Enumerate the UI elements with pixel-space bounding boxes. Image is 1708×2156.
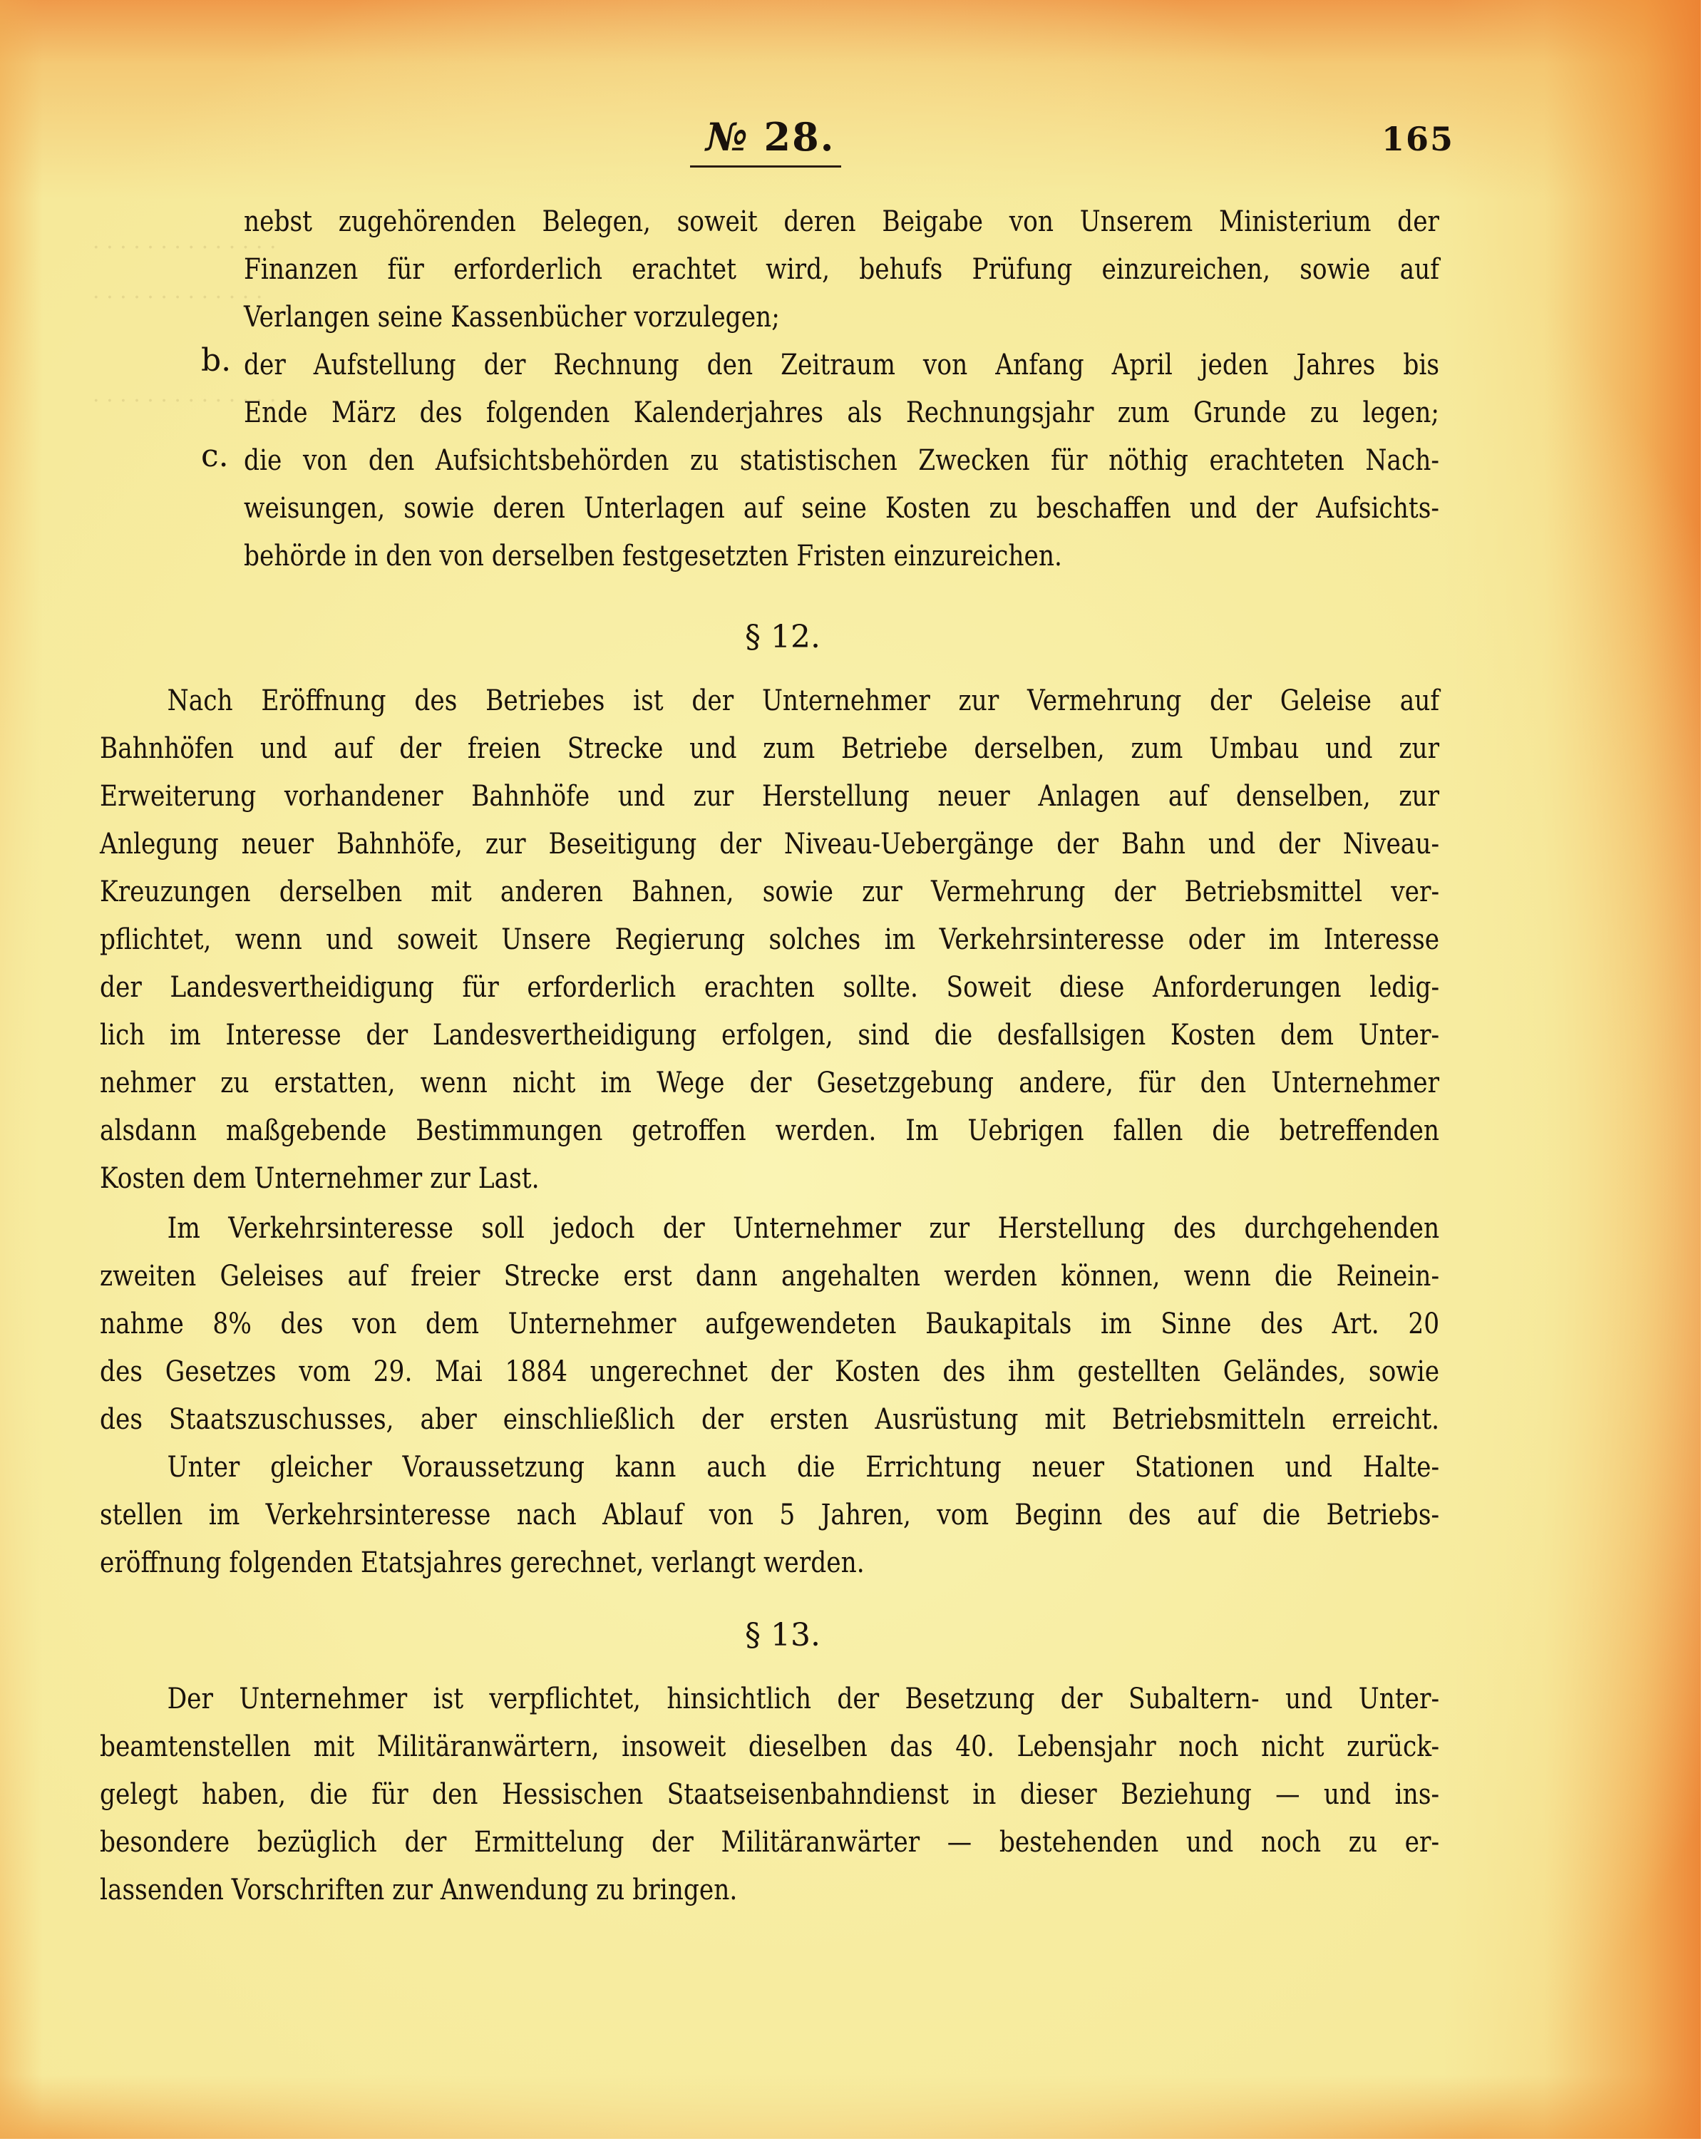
text-line: zweiten Geleises auf freier Strecke erst dann angehalten werden können, wenn die Reinein- — [100, 1260, 1440, 1293]
section-13-paragraph-1 — [100, 1675, 1439, 1914]
numero-sign: № — [706, 114, 749, 160]
text-line: Unter gleicher Voraussetzung kann auch die Errichtung neuer Stationen und Halte- — [167, 1451, 1440, 1484]
header-underline — [690, 165, 841, 168]
text-line: eröffnung folgenden Etatsjahres gerechnet, verlangt werden. — [100, 1546, 865, 1579]
section-12-paragraph-2 — [100, 1205, 1439, 1444]
text-line: stellen im Verkehrsinteresse nach Ablauf von 5 Jahren, vom Beginn des auf die Betriebs- — [100, 1499, 1440, 1531]
text-line: Bahnhöfen und auf der freien Strecke und zum Betriebe derselben, zum Umbau und zur — [100, 732, 1440, 765]
text-line: nahme 8% des von dem Unternehmer aufgewendeten Baukapitals im Sinne des Art. 20 — [100, 1308, 1440, 1340]
text-line: Erweiterung vorhandener Bahnhöfe und zur Herstellung neuer Anlagen auf denselben, zur — [100, 780, 1440, 813]
section-12-paragraph-3 — [100, 1444, 1439, 1587]
text-line: Im Verkehrsinteresse soll jedoch der Unternehmer zur Herstellung des durchgehenden — [167, 1212, 1440, 1245]
page-number: 165 — [1382, 120, 1455, 158]
text-line: des Staatszuschusses, aber einschließlich der ersten Ausrüstung mit Betriebsmitteln erreicht. — [100, 1403, 1440, 1436]
text-line: nebst zugehörenden Belegen, soweit deren Beigabe von Unserem Ministerium der — [244, 205, 1439, 238]
text-line: des Gesetzes vom 29. Mai 1884 ungerechnet der Kosten des ihm gestellten Geländes, sowie — [100, 1355, 1440, 1388]
text-line: Anlegung neuer Bahnhöfe, zur Beseitigung der Niveau-Uebergänge der Bahn und der Niveau- — [100, 828, 1440, 861]
section-heading-13: § 13. — [745, 1617, 820, 1653]
show-through-artifact: · · · · · · · · · · · · · · — [93, 235, 277, 260]
text-line: lassenden Vorschriften zur Anwendung zu bringen. — [100, 1874, 738, 1906]
text-line: Ende März des folgenden Kalenderjahres als Rechnungsjahr zum Grunde zu legen; — [244, 396, 1439, 429]
text-line: Finanzen für erforderlich erachtet wird, behufs Prüfung einzureichen, sowie auf — [244, 253, 1439, 286]
continuation-block — [244, 198, 1439, 342]
item-label-c: c. — [201, 438, 229, 474]
text-line: Verlangen seine Kassenbücher vorzulegen; — [244, 301, 780, 334]
text-line: gelegt haben, die für den Hessischen Staatseisenbahndienst in dieser Beziehung — und ins- — [100, 1778, 1440, 1811]
text-line: Der Unternehmer ist verpflichtet, hinsichtlich der Besetzung der Subaltern- und Unter- — [167, 1683, 1440, 1715]
text-line: pflichtet, wenn und soweit Unsere Regierung solches im Verkehrsinteresse oder im Interesse — [100, 923, 1440, 956]
text-line: die von den Aufsichtsbehörden zu statistischen Zwecken für nöthig erachteten Nach- — [244, 444, 1439, 477]
text-line: Nach Eröffnung des Betriebes ist der Unternehmer zur Vermehrung der Geleise auf — [167, 684, 1440, 717]
text-line: weisungen, sowie deren Unterlagen auf seine Kosten zu beschaffen und der Aufsichts- — [244, 492, 1439, 525]
text-line: beamtenstellen mit Militäranwärtern, insoweit dieselben das 40. Lebensjahr noch nicht zurück- — [100, 1730, 1440, 1763]
text-line: der Landesvertheidigung für erforderlich erachten sollte. Soweit diese Anforderungen ledig- — [100, 971, 1440, 1004]
text-line: der Aufstellung der Rechnung den Zeitraum von Anfang April jeden Jahres bis — [244, 349, 1439, 381]
section-heading-12: § 12. — [745, 619, 820, 655]
section-12-paragraph-1 — [100, 677, 1439, 1203]
text-line: Kreuzungen derselben mit anderen Bahnen, sowie zur Vermehrung der Betriebsmittel ver- — [100, 876, 1440, 908]
text-line: lich im Interesse der Landesvertheidigung erfolgen, sind die desfallsigen Kosten dem Unter- — [100, 1019, 1440, 1052]
show-through-artifact: · · · · · · · · · · · · · · — [93, 389, 277, 414]
text-line: besondere bezüglich der Ermittelung der Militäranwärter — bestehenden und noch zu er- — [100, 1826, 1440, 1859]
list-item-c — [244, 437, 1439, 580]
list-item-b — [244, 342, 1439, 437]
text-line: nehmer zu erstatten, wenn nicht im Wege der Gesetzgebung andere, für den Unternehmer — [100, 1067, 1440, 1099]
show-through-artifact: · · · · · · · · · · · · · — [93, 285, 263, 310]
issue-number — [706, 114, 835, 160]
text-line: behörde in den von derselben festgesetzten Fristen einzureichen. — [244, 540, 1062, 573]
text-line: alsdann maßgebende Bestimmungen getroffen werden. Im Uebrigen fallen die betreffenden — [100, 1114, 1440, 1147]
issue-number-value: 28. — [763, 114, 835, 160]
text-line: Kosten dem Unternehmer zur Last. — [100, 1162, 540, 1195]
item-label-b: b. — [201, 342, 232, 379]
